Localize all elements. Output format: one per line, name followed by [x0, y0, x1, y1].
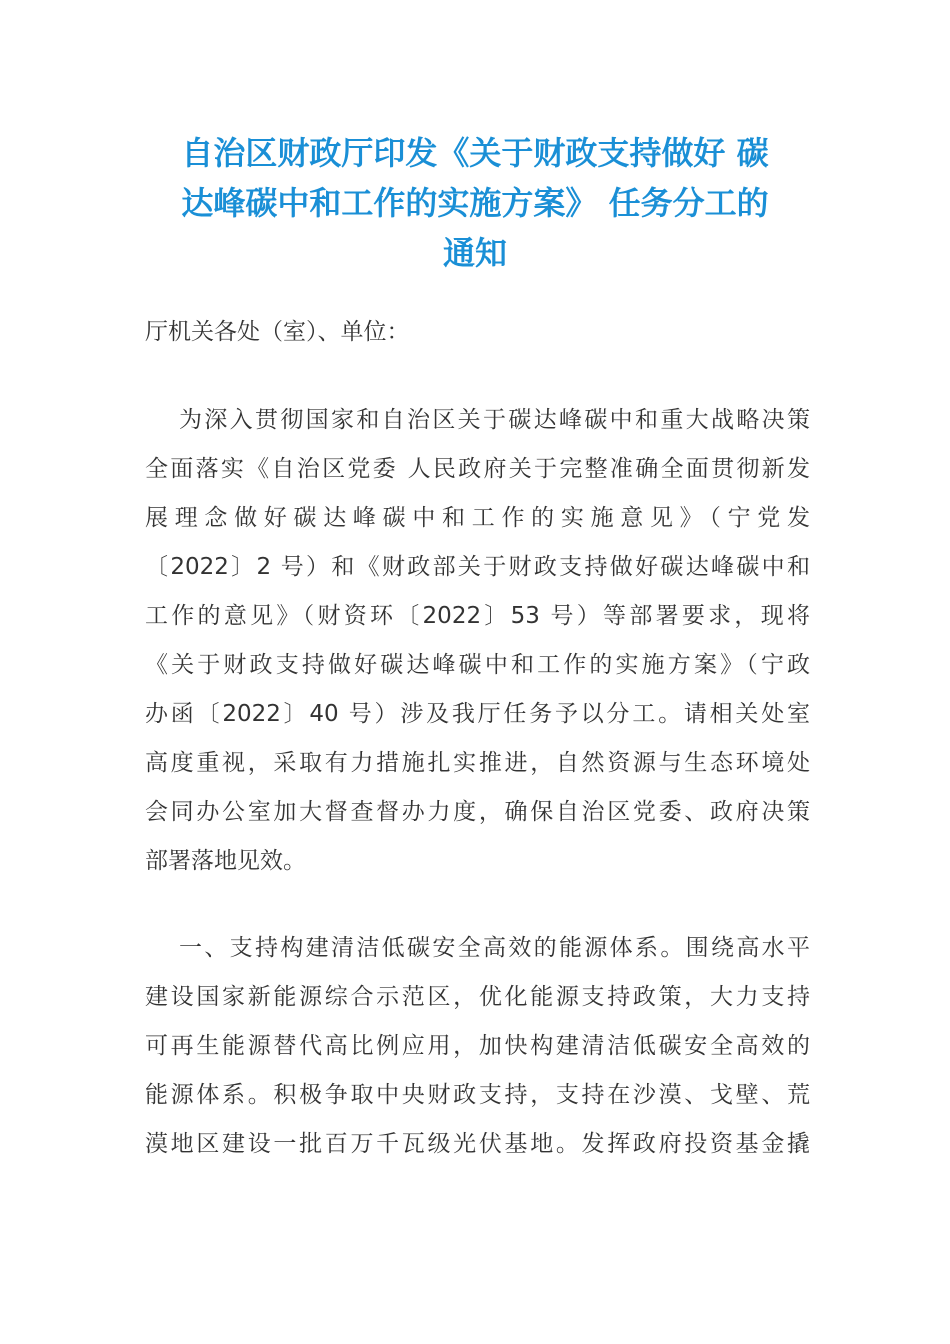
paragraph-line: 能源体系。积极争取中央财政支持，支持在沙漠、戈壁、荒: [145, 1082, 810, 1108]
paragraph-line: 一、支持构建清洁低碳安全高效的能源体系。围绕高水平: [179, 935, 810, 961]
document-title: [140, 128, 810, 278]
paragraph-line: 高度重视，采取有力措施扎实推进，自然资源与生态环境处: [145, 750, 810, 776]
paragraph-line: 办函〔2022〕40 号）涉及我厅任务予以分工。请相关处室: [145, 701, 810, 727]
paragraph-line: 《关于财政支持做好碳达峰碳中和工作的实施方案》（宁政: [145, 652, 810, 678]
paragraph-line: 可再生能源替代高比例应用，加快构建清洁低碳安全高效的: [145, 1033, 810, 1059]
salutation: 厅机关各处（室）、单位：: [145, 319, 410, 345]
body-paragraph-intro: [145, 396, 810, 886]
paragraph-line: 建设国家新能源综合示范区，优化能源支持政策，大力支持: [145, 984, 810, 1010]
title-line: 通知: [442, 234, 507, 272]
paragraph-line: 工作的意见》（财资环〔2022〕53 号）等部署要求，现将: [145, 603, 810, 629]
title-line: 达峰碳中和工作的实施方案》 任务分工的: [181, 184, 769, 222]
paragraph-line: 为深入贯彻国家和自治区关于碳达峰碳中和重大战略决策: [179, 407, 810, 433]
paragraph-line: 漠地区建设一批百万千瓦级光伏基地。发挥政府投资基金撬: [145, 1131, 810, 1157]
paragraph-line: 〔2022〕2 号）和《财政部关于财政支持做好碳达峰碳中和: [145, 554, 810, 580]
paragraph-line: 全面落实《自治区党委 人民政府关于完整准确全面贯彻新发: [145, 456, 810, 482]
paragraph-line: 会同办公室加大督查督办力度，确保自治区党委、政府决策: [145, 799, 810, 825]
body-paragraph-section-1: [145, 924, 810, 1169]
title-line: 自治区财政厅印发《关于财政支持做好 碳: [181, 134, 769, 172]
paragraph-line: 展理念做好碳达峰碳中和工作的实施意见》（宁党发: [145, 505, 810, 531]
paragraph-line: 部署落地见效。: [145, 848, 306, 874]
